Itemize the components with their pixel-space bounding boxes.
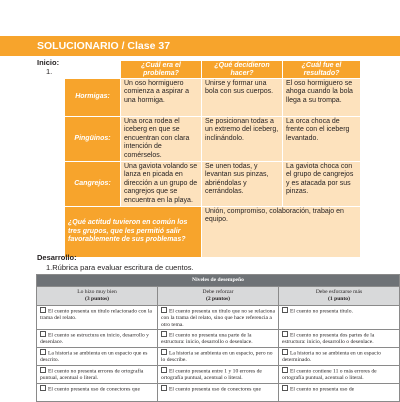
rubric-cell <box>37 384 158 402</box>
rubric-cell <box>158 384 279 402</box>
desarrollo-item: 1.Rúbrica para evaluar escritura de cuentos. <box>46 263 194 272</box>
rubric-cell <box>279 330 400 348</box>
rubric-cell <box>37 306 158 330</box>
levels-title: Niveles de desempeño <box>37 275 400 287</box>
rubric-text: La historia no se ambienta en un espacio determinado. <box>282 350 381 364</box>
table-cell: Una gaviota volando se lanza en picada en dirección a un grupo de cangrejos que se encuentra en la playa. <box>121 162 201 206</box>
rubric-level-row <box>37 275 400 287</box>
rubric-text: El cuento no presenta errores de ortografía puntual, acentual o literal. <box>40 368 144 382</box>
row-label: Pingüinos: <box>65 117 120 161</box>
checkbox[interactable] <box>161 349 167 355</box>
activity-row-cangrejos <box>65 162 360 206</box>
rubric-cell <box>37 330 158 348</box>
checkbox[interactable] <box>161 367 167 373</box>
rubric-text: El cuento presenta uso de conectores que <box>169 386 261 393</box>
rubric-text: El cuento se estructura en inicio, desarrollo y desenlace. <box>40 332 149 346</box>
checkbox[interactable] <box>40 349 46 355</box>
inicio-number: 1. <box>46 67 53 76</box>
checkbox[interactable] <box>161 331 167 337</box>
page-title: SOLUCIONARIO / Clase 37 <box>37 40 171 52</box>
table-cell: Se unen todas, y levantan sus pinzas, abriéndolas y cerrándolas. <box>202 162 282 206</box>
rubric-cell <box>279 306 400 330</box>
table-cell: La orca choca de frente con el iceberg levantado. <box>283 117 360 161</box>
answer-cell: Unión, compromiso, colaboración, trabajo en equipo. <box>202 207 360 257</box>
rubric-text: El cuento no presenta dos partes de la estructura: inicio, desarrollo o desenlace. <box>282 332 375 346</box>
rubric-header-row <box>37 287 400 306</box>
rubric-text: El cuento contiene 11 o más errores de ortografía puntual, acentual o literal. <box>282 368 377 382</box>
rubric-text: El cuento no presenta uso de <box>290 386 355 393</box>
checkbox[interactable] <box>282 367 288 373</box>
checkbox[interactable] <box>282 331 288 337</box>
row-label: Cangrejos: <box>65 162 120 206</box>
activity-row-hormigas <box>65 79 360 116</box>
column-header: ¿Cuál fue el resultado? <box>283 61 360 78</box>
checkbox[interactable] <box>40 331 46 337</box>
rubric-text: El cuento presenta entre 1 y 10 errores de ortografía puntual, acentual o literal. <box>161 368 262 382</box>
rubric-row <box>37 330 400 348</box>
activity-header-row <box>65 61 360 78</box>
corner-cell <box>65 61 120 78</box>
checkbox[interactable] <box>282 349 288 355</box>
rubric-cell <box>158 306 279 330</box>
checkbox[interactable] <box>161 307 167 313</box>
column-points: (2 puntos) <box>205 296 231 302</box>
rubric-cell <box>279 348 400 366</box>
rubric-cell <box>37 366 158 384</box>
checkbox[interactable] <box>161 385 167 391</box>
table-cell: La gaviota choca con el grupo de cangrejos y es atacada por sus pinzas. <box>283 162 360 206</box>
rubric-text: El cuento presenta un título que no se relaciona con la trama del relato, sino que hace referencia a otro tema. <box>161 308 275 328</box>
table-cell: Se posicionan todas a un extremo del iceberg, inclinándolo. <box>202 117 282 161</box>
rubric-column-header <box>279 287 400 306</box>
column-header: ¿Qué decidieron hacer? <box>202 61 282 78</box>
rubric-cell <box>158 366 279 384</box>
column-points: (1 punto) <box>328 296 350 302</box>
rubric-text: El cuento presenta un título relacionado con la trama del relato. <box>40 308 152 322</box>
rubric-column-header <box>158 287 279 306</box>
rubric-text: La historia se ambienta en un espacio, pero no lo describe. <box>161 350 273 364</box>
table-cell: Una orca rodea el iceberg en que se encuentran con clara intención de comérselos. <box>121 117 201 161</box>
rubric-text: El cuento presenta uso de conectores que <box>48 386 140 393</box>
rubric-cell <box>279 384 400 402</box>
checkbox[interactable] <box>282 385 288 391</box>
rubric-cell <box>158 330 279 348</box>
row-label: Hormigas: <box>65 79 120 116</box>
rubric-cell <box>37 348 158 366</box>
column-header: ¿Cuál era el problema? <box>121 61 201 78</box>
rubric-row <box>37 366 400 384</box>
desarrollo-label: Desarrollo: <box>37 253 77 262</box>
rubric-cell <box>279 366 400 384</box>
table-cell: Un oso hormiguero comienza a aspirar a una hormiga. <box>121 79 201 116</box>
table-cell: Unirse y formar una bola con sus cuerpos. <box>202 79 282 116</box>
column-name: Debe reforzar <box>202 289 234 296</box>
rubric-cell <box>158 348 279 366</box>
rubric-text: El cuento no presenta una parte de la estructura: inicio, desarrollo o desenlace. <box>161 332 253 346</box>
checkbox[interactable] <box>282 307 288 313</box>
activity-table <box>64 60 361 258</box>
question-cell: ¿Qué actitud tuvieron en común los tres grupos, que les permitió salir favorablemente de sus problemas? <box>65 207 201 257</box>
column-name: Lo hizo muy bien <box>77 289 117 296</box>
column-points: (3 puntos) <box>84 296 110 302</box>
rubric-text: La historia se ambienta en un espacio que es descrito. <box>40 350 148 364</box>
checkbox[interactable] <box>40 385 46 391</box>
inicio-label: Inicio: <box>37 58 60 67</box>
rubric-text: El cuento no presenta título. <box>290 308 353 315</box>
rubric-row <box>37 348 400 366</box>
checkbox[interactable] <box>40 307 46 313</box>
table-cell: El oso hormiguero se ahoga cuando la bola llega a su trompa. <box>283 79 360 116</box>
checkbox[interactable] <box>40 367 46 373</box>
rubric-column-header <box>37 287 158 306</box>
rubric-row <box>37 384 400 402</box>
column-name: Debe esforzarse más <box>315 289 363 296</box>
activity-question-row <box>65 207 360 257</box>
rubric-table <box>36 274 400 402</box>
rubric-row <box>37 306 400 330</box>
activity-row-pinguinos <box>65 117 360 161</box>
